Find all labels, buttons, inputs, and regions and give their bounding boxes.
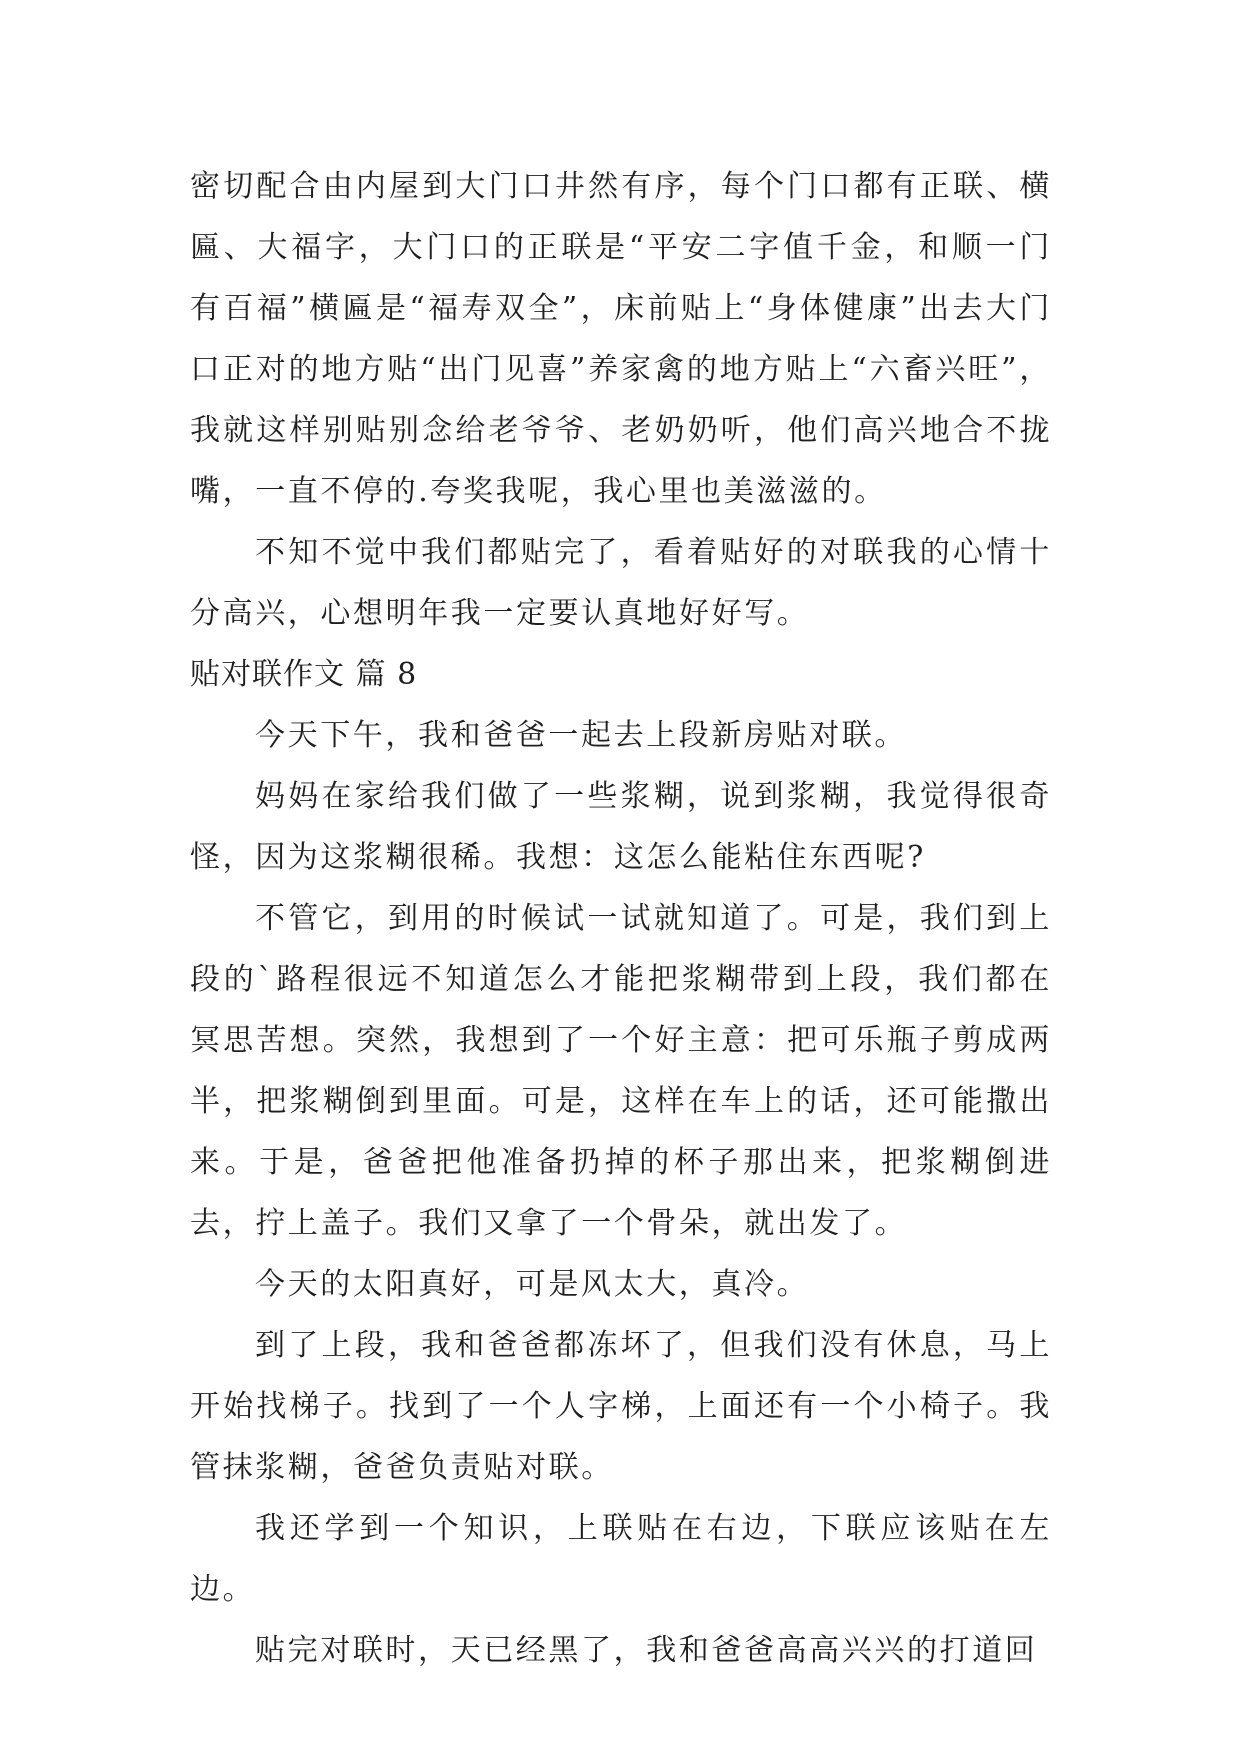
paragraph: 不管它，到用的时候试一试就知道了。可是，我们到上段的`路程很远不知道怎么才能把浆糊带到上段，我们都在冥思苦想。突然，我想到了一个好主意：把可乐瓶子剪成两半，把浆糊倒到里面。可是，这样在车上的话，还可能撒出来。于是，爸爸把他准备扔掉的杯子那出来，把浆糊倒进去，拧上盖子。我们又拿了一个骨朵，就出发了。	[190, 901, 1052, 1241]
paragraph: 不知不觉中我们都贴完了，看着贴好的对联我的心情十分高兴，心想明年我一定要认真地好好写。	[190, 535, 1052, 631]
document-body	[190, 156, 1052, 1681]
paragraph: 密切配合由内屋到大门口井然有序，每个门口都有正联、横匾、大福字，大门口的正联是“平安二字值千金，和顺一门有百福”横匾是“福寿双全”，床前贴上“身体健康”出去大门口正对的地方贴“出门见喜”养家禽的地方贴上“六畜兴旺”，我就这样别贴别念给老爷爷、老奶奶听，他们高兴地合不拢嘴，一直不停的.夸奖我呢，我心里也美滋滋的。	[190, 169, 1052, 509]
paragraph: 妈妈在家给我们做了一些浆糊，说到浆糊，我觉得很奇怪，因为这浆糊很稀。我想：这怎么能粘住东西呢?	[190, 779, 1052, 875]
section-heading: 贴对联作文 篇 8	[190, 657, 418, 692]
paragraph: 今天下午，我和爸爸一起去上段新房贴对联。	[255, 718, 907, 753]
paragraph: 我还学到一个知识，上联贴在右边，下联应该贴在左边。	[190, 1511, 1052, 1607]
paragraph: 到了上段，我和爸爸都冻坏了，但我们没有休息，马上开始找梯子。找到了一个人字梯，上面还有一个小椅子。我管抹浆糊，爸爸负责贴对联。	[190, 1328, 1052, 1485]
paragraph: 贴完对联时，天已经黑了，我和爸爸高高兴兴的打道回	[255, 1633, 1038, 1668]
paragraph: 今天的太阳真好，可是风太大，真冷。	[255, 1267, 810, 1302]
